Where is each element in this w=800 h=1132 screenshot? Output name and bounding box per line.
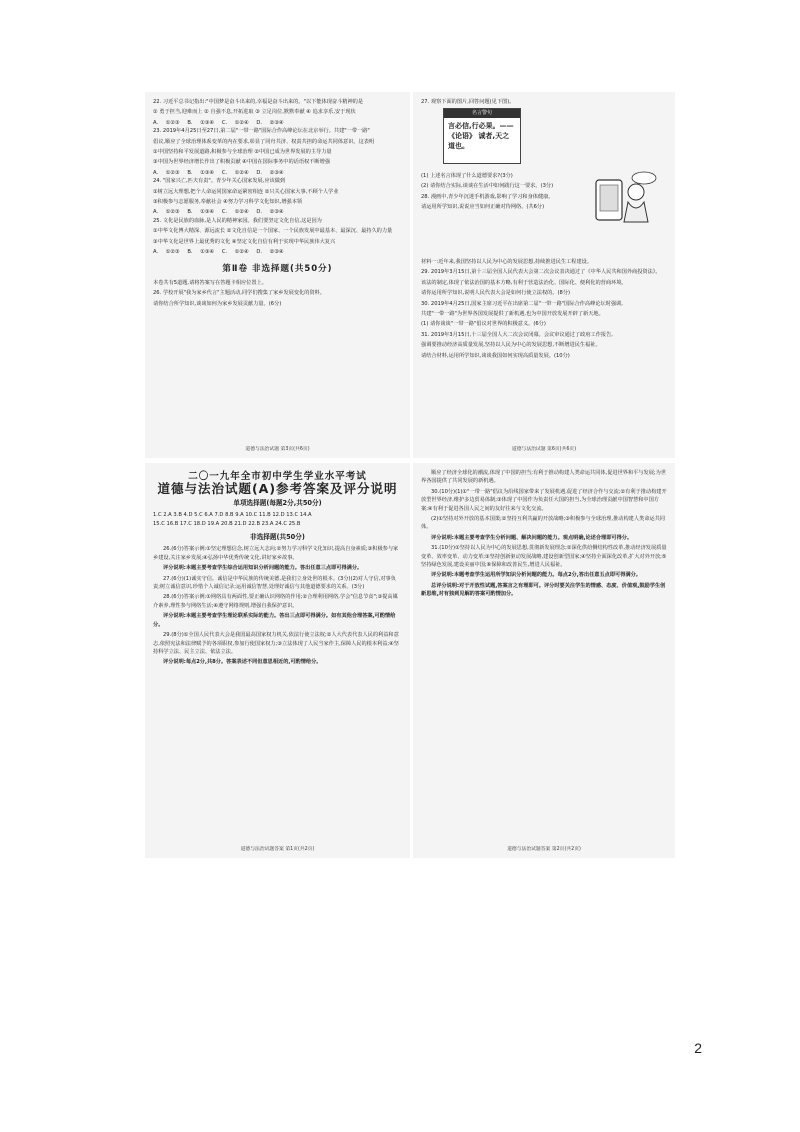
question-line: 30. 2019年4月25日,国家主席习近平在出席第二届"一带一路"国际合作高峰论坛时强调, — [421, 300, 623, 307]
answer-paragraph: (2)①坚持对外开放的基本国策;②坚持互利共赢的开放战略;③积极参与全球治理,推动构建人类命运共同体。 — [421, 516, 665, 531]
question-line: 24. "国家兴亡,匹夫有责"。青少年关心国家发展,应该做到 — [153, 178, 286, 185]
question-line: 23. 2019年4月25日至27日,第二届"一带一路"国际合作高峰论坛在北京举行。共建"一带一路" — [153, 128, 370, 135]
answer-key-page-1 — [145, 463, 410, 858]
instructions: 本卷共有5道题,请将答案写在答题卡相应位置上。 — [153, 279, 267, 286]
question-line: 请你结合所学知识,谈谈如何为家乡发展贡献力量。(6分) — [153, 300, 282, 307]
quote-image — [443, 108, 521, 164]
question-line: ③积极参与志愿服务,奉献社会 ④努力学习科学文化知识,增强本领 — [153, 199, 303, 206]
exam-title: 二〇一九年全市初中学生学业水平考试 — [188, 471, 367, 482]
question-line: 22. 习近平总书记指出:"中国梦是奋斗出来的,幸福是奋斗出来的。"以下能体现奋斗精神的是 — [153, 99, 364, 105]
scoring-note: 评分说明:每点2分,共8分。答案表述不同但意思相近的,可酌情给分。 — [163, 659, 322, 666]
answer-options — [153, 119, 402, 127]
question-line: (2) 请你结合实际,谈谈在生活中如何践行这一要求。(3分) — [421, 183, 554, 190]
answer-options — [153, 248, 402, 256]
scoring-note: 评分说明:本题考查学生运用所学知识分析问题的能力。每点2分,答出任意五点即可得满分。 — [431, 572, 641, 579]
section-heading: 非选择题(共50分) — [250, 533, 305, 542]
option-c: C. ①②④ — [221, 209, 249, 216]
option-b: B. ①③④ — [187, 119, 215, 126]
answer-paragraph: 28.(6分)答案示例:①网络具有两面性,要正确认识网络的作用;②合理利用网络,学会"信息节食";③提高媒介素养,理性参与网络生活;④遵守网络规则,增强自我保护意识。 — [153, 594, 398, 609]
exam-page-6 — [413, 92, 675, 458]
question-line: 29. 2019年3月15日,第十三届全国人民代表大会第二次会议表决通过了《中华人民共和国外商投资法》。 — [421, 269, 661, 276]
answers-row: 15.C 16.B 17.C 18.D 19.A 20.B 21.D 22.B 23.A 24.C 25.B — [153, 520, 301, 527]
question-line: 26. 学校开展"我为家乡代言"主题活动,同学们搜集了家乡发展变化的资料。 — [153, 290, 325, 297]
option-b: B. ①③④ — [187, 249, 215, 256]
question-line: 31. 2019年3月15日,十三届全国人大二次会议闭幕。会议审议通过了政府工作报告, — [421, 331, 613, 338]
option-b: B. ①③④ — [187, 169, 215, 176]
option-a: A. ①②③ — [153, 249, 180, 256]
question-line: 强调要推动经济高质量发展,坚持以人民为中心的发展思想,不断增进民生福祉。 — [421, 342, 601, 349]
question-line: 请运用所学知识,说说应当如何正确对待网络。(共6分) — [421, 204, 545, 211]
answer-key-page-2 — [413, 463, 675, 858]
answer-paragraph: 顺应了经济全球化的潮流,体现了中国的担当;有利于推动构建人类命运共同体,促进世界和平与发展;为世界各国提供了共同发展的新机遇。 — [421, 470, 667, 485]
option-d: D. ②③④ — [256, 249, 284, 256]
page-footer: 道德与法治试题 第3页(共6页) — [245, 446, 310, 452]
image-header: 名言警句 — [444, 109, 520, 118]
answers-row: 1.C 2.A 3.B 4.D 5.C 6.A 7.D 8.B 9.A 10.C 11.B 12.D 13.C 14.A — [153, 512, 312, 519]
option-b: B. ①③④ — [187, 209, 215, 216]
question-line: 28. 漫画中,青少年沉迷手机游戏,影响了学习和身体健康。 — [421, 193, 554, 200]
question-line: 请结合材料,运用所学知识,谈谈我国如何实现高质量发展。(10分) — [421, 352, 570, 359]
option-c: C. ①②④ — [221, 169, 249, 176]
question-line: ③中华文化是世界上最优秀的文化 ④坚定文化自信有利于实现中华民族伟大复兴 — [153, 238, 336, 245]
option-c: C. ①②④ — [221, 249, 249, 256]
option-a: A. ①②③ — [153, 169, 180, 176]
option-a: A. ①②③ — [153, 119, 180, 126]
question-line: ①树立远大理想,把个人命运同国家命运紧密相连 ②只关心国家大事,不顾个人学业 — [153, 188, 339, 195]
section-heading: 第Ⅱ卷 非选择题(共50分) — [222, 263, 333, 274]
scoring-note: 评分说明:本题主要考查学生理论联系实际的能力。答出三点即可得满分。如有其他合理答案,可酌情给分。 — [153, 613, 396, 628]
option-d: D. ②③④ — [256, 209, 284, 216]
answer-key-title: 道德与法治试题(A)参考答案及评分说明 — [157, 481, 398, 497]
question-line: 倡议,顺应了全球治理体系变革的内在要求,彰显了同舟共济、权责共担的命运共同体意识。这表明 — [153, 138, 375, 145]
question-line: 材料一:近年来,我国坚持以人民为中心的发展思想,持续推进民生工程建设。 — [421, 259, 593, 265]
answer-paragraph: 26.(6分)答案示例:①坚定理想信念,树立远大志向;②努力学习科学文化知识,提高自身素质;③积极参与家乡建设,关注家乡发展;④弘扬中华优秀传统文化,讲好家乡故事。 — [153, 546, 399, 561]
question-line: 25. 文化是民族的血脉,是人民的精神家园。我们要坚定文化自信,这是因为 — [153, 217, 322, 224]
cartoon-illustration — [588, 170, 658, 228]
question-line: ①中国坚持和平发展道路,积极参与全球治理 ②中国已成为世界发展的主导力量 — [153, 149, 332, 156]
option-a: A. ①②③ — [153, 209, 180, 216]
question-line: ① 勇于担当,迎难而上 ② 自强不息,开拓进取 ③ 立足岗位,默默奉献 ④ 追求享乐,安于现状 — [153, 109, 356, 116]
answer-paragraph: 27.(6分)(1)诚实守信。诚信是中华民族的传统美德,是我们立身处世的根本。(3分)(2)对人守信,对事负责;树立诚信意识,珍惜个人诚信记录;运用诚信智慧,处理好诚信与其他道德要求的关系。(3分) — [153, 575, 396, 591]
option-c: C. ①②④ — [221, 119, 249, 126]
answer-paragraph: 29.(8分)①全国人民代表大会是我国最高国家权力机关,依法行使立法权;②人大代表代表人民的利益和意志,依照宪法和法律赋予的各项职权,参加行使国家权力;③立法体现了人民当家作主,保障人民的根本利益;④坚持科学立法、民主立法、依法立法。 — [153, 632, 399, 655]
page-footer: 道德与法治试题答案 第2页(共2页) — [507, 846, 581, 852]
scoring-note: 评分说明:本题主要考查学生综合运用知识分析问题的能力。答出任意三点即可得满分。 — [163, 565, 363, 572]
question-line: (1) 请你谈谈"一带一路"倡议对世界的积极意义。(6分) — [421, 321, 546, 328]
answer-paragraph: 31.(10分)①坚持以人民为中心的发展思想,贯彻新发展理念;②深化供给侧结构性改革,推动经济发展质量变革、效率变革、动力变革;③坚持创新驱动发展战略,建设创新型国家;④坚持全面深化改革,扩大对外开放;⑤坚持绿色发展,建设美丽中国;⑥保障和改善民生,增进人民福祉。 — [421, 545, 667, 569]
page-footer: 道德与法治试题 第6页(共6页) — [511, 446, 577, 452]
question-line: ③中国为世界经济增长作出了积极贡献 ④中国在国际事务中的话语权不断增强 — [153, 159, 330, 166]
scoring-note: 评分说明:本题主要考查学生分析问题、解决问题的能力。观点明确,论述合理即可得分。 — [431, 534, 633, 541]
answer-options — [153, 208, 402, 216]
section-heading: 单项选择题(每题2分,共50分) — [233, 498, 322, 507]
question-line: 共建"一带一路"为世界各国发展提供了新机遇,也为中国开放发展开辟了新天地。 — [421, 311, 604, 318]
option-d: D. ②③④ — [256, 169, 284, 176]
page-number: 2 — [694, 1040, 702, 1056]
question-line: 该法的制定,体现了依法治国的基本方略,有利于营造法治化、国际化、便利化的营商环境。 — [421, 279, 627, 286]
question-line: ①中华文化博大精深、源远流长 ②文化自信是一个国家、一个民族发展中最基本、最深沉、最持久的力量 — [153, 228, 393, 235]
answer-paragraph: 30.(10分)(1)①"一带一路"倡议为沿线国家带来了发展机遇,促进了经济合作与交流;②有利于推动构建开放型世界经济,维护多边贸易体制;③体现了中国作为负责任大国的担当,为全球治理贡献中国智慧和中国方案;④有利于促进各国人民之间的友好往来与文化交流。 — [421, 488, 667, 512]
question-line: 请你运用所学知识,说明人民代表大会是如何行使立法权的。(8分) — [421, 290, 571, 297]
page-footer: 道德与法治试题答案 第1页(共2页) — [240, 846, 315, 852]
general-scoring-note: 总评分说明:对于开放性试题,答案言之有理即可。评分时要关注学生的情感、态度、价值观,鼓励学生创新思维,对有独到见解的答案可酌情加分。 — [421, 582, 666, 598]
question-line: (1) 上述名言体现了什么道德要求?(3分) — [421, 173, 513, 179]
image-text: 言必信,行必果。——《论语》 诚者,天之道也。 — [448, 122, 514, 150]
option-d: D. ②③④ — [256, 119, 284, 126]
answer-options — [153, 169, 402, 177]
exam-page-3 — [145, 92, 410, 458]
question-line: 27. 观察下面的图片,回答问题(见下图)。 — [421, 99, 515, 105]
